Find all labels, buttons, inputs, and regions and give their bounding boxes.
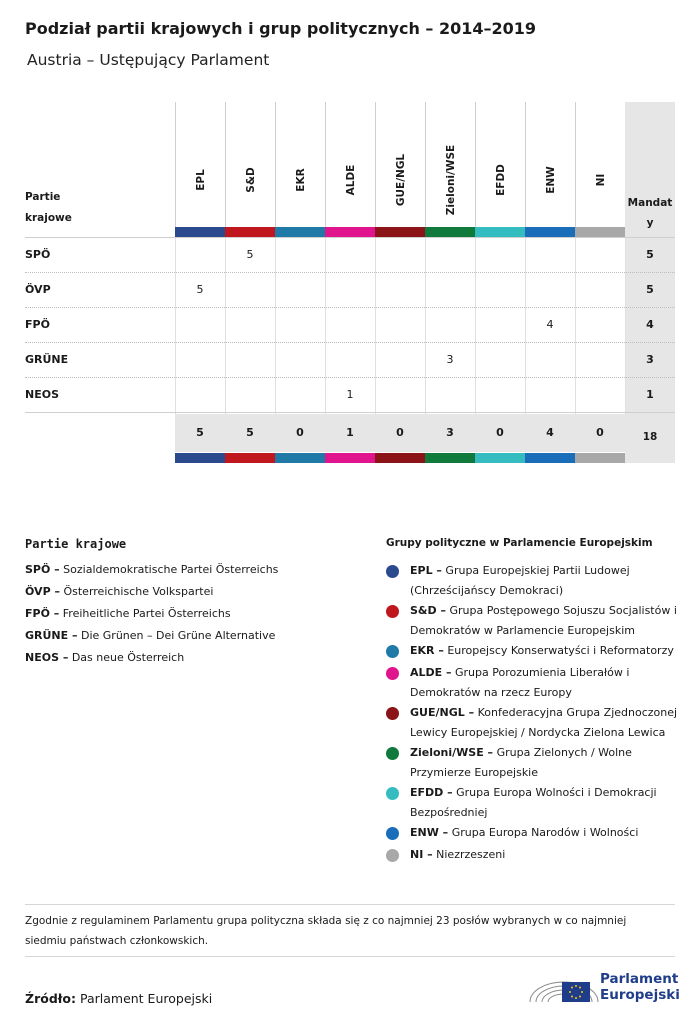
row-divider	[25, 342, 675, 343]
legend-name: Sozialdemokratische Partei Österreichs	[63, 563, 279, 576]
group-header	[575, 102, 625, 227]
legend-national-item	[25, 651, 184, 664]
legend-desc: Grupa Europa Narodów i Wolności	[451, 826, 639, 839]
legend-desc: Demokratów na rzecz Europy	[410, 686, 572, 699]
party-total: 5	[646, 283, 654, 296]
legend-text	[410, 663, 678, 703]
group-total: 5	[246, 426, 254, 439]
group-color-bar	[425, 227, 475, 237]
legend-desc: Demokratów w Parlamencie Europejskim	[410, 624, 635, 637]
seat-value: 4	[546, 318, 554, 331]
legend-abbr: EKR –	[410, 644, 444, 657]
legend-national-item	[25, 607, 231, 620]
group-label: ALDE	[344, 164, 357, 196]
group-label: EPL	[194, 169, 207, 191]
group-total: 0	[396, 426, 404, 439]
group-total: 0	[296, 426, 304, 439]
group-header	[475, 102, 525, 227]
grand-total: 18	[642, 431, 658, 443]
divider	[25, 956, 675, 957]
footnote: Zgodnie z regulaminem Parlamentu grupa polityczna składa się z co najmniej 23 posłów wybranych w co najmniej siedmiu państwach członkowskich.	[25, 915, 627, 947]
legend-text	[410, 743, 678, 783]
group-label: S&D	[244, 167, 257, 193]
legend-dot-icon	[386, 827, 399, 840]
legend-dot-icon	[386, 849, 399, 862]
group-header	[425, 102, 475, 227]
legend-desc: Grupa Porozumienia Liberałów i	[455, 666, 630, 679]
legend-text	[410, 783, 678, 823]
group-header	[175, 102, 225, 227]
legend-text	[410, 561, 678, 601]
legend-abbr: NEOS –	[25, 651, 69, 664]
group-header	[525, 102, 575, 227]
legend-desc: Przymierze Europejskie	[410, 766, 539, 779]
group-color-bar	[475, 227, 525, 237]
column-divider	[175, 237, 176, 414]
legend-abbr: ALDE –	[410, 666, 452, 679]
row-divider	[25, 412, 675, 413]
group-color-bar	[275, 227, 325, 237]
group-total: 0	[496, 426, 504, 439]
seat-value: 3	[446, 353, 454, 366]
group-label: EKR	[294, 168, 307, 192]
legend-abbr: ÖVP –	[25, 585, 60, 598]
table-divider	[25, 237, 675, 238]
party-label: FPÖ	[25, 318, 50, 331]
group-color-bar	[225, 453, 275, 463]
legend-national-item	[25, 629, 275, 642]
group-label: NI	[594, 173, 607, 187]
group-color-bar	[325, 227, 375, 237]
party-total: 4	[646, 318, 654, 331]
group-color-bar	[425, 453, 475, 463]
legend-dot-icon	[386, 667, 399, 680]
party-label: ÖVP	[25, 283, 51, 296]
column-divider	[425, 237, 426, 414]
logo-text: Parlament Europejski	[600, 971, 680, 1003]
legend-desc: Grupa Zielonych / Wolne	[496, 746, 632, 759]
legend-groups-title: Grupy polityczne w Parlamencie Europejskim	[386, 537, 653, 549]
group-color-bar	[375, 453, 425, 463]
seat-value: 1	[346, 388, 354, 401]
group-label: EFDD	[494, 164, 507, 196]
legend-desc: Niezrzeszeni	[436, 848, 506, 861]
legend-dot-icon	[386, 565, 399, 578]
legend-text	[410, 601, 678, 641]
legend-desc: Lewicy Europejskiej / Nordycka Zielona Lewica	[410, 726, 666, 739]
party-label: GRÜNE	[25, 353, 69, 366]
legend-text	[410, 641, 678, 661]
group-color-bar	[375, 227, 425, 237]
legend-dot-icon	[386, 707, 399, 720]
page-title: Podział partii krajowych i grup politycznych – 2014–2019	[25, 19, 537, 38]
party-total: 5	[646, 248, 654, 261]
group-color-bar	[175, 227, 225, 237]
legend-abbr: GUE/NGL –	[410, 706, 475, 719]
legend-abbr: FPÖ –	[25, 607, 60, 620]
legend-desc: Konfederacyjna Grupa Zjednoczonej	[477, 706, 678, 719]
column-divider	[275, 237, 276, 414]
total-header: Mandat y	[627, 197, 673, 229]
row-divider	[25, 307, 675, 308]
legend-text	[410, 845, 678, 865]
legend-national-title: Partie krajowe	[25, 537, 127, 551]
legend-national-item	[25, 563, 278, 576]
party-total: 1	[646, 388, 654, 401]
row-divider	[25, 272, 675, 273]
group-header	[325, 102, 375, 227]
divider	[25, 904, 675, 905]
group-total: 5	[196, 426, 204, 439]
legend-dot-icon	[386, 605, 399, 618]
group-total: 3	[446, 426, 454, 439]
legend-desc: Bezpośredniej	[410, 806, 488, 819]
legend-dot-icon	[386, 787, 399, 800]
column-divider	[375, 237, 376, 414]
group-color-bar	[575, 453, 625, 463]
group-header	[275, 102, 325, 227]
legend-desc: Grupa Europejskiej Partii Ludowej	[445, 564, 630, 577]
legend-desc: Europejscy Konserwatyści i Reformatorzy	[447, 644, 674, 657]
seat-value: 5	[196, 283, 204, 296]
column-divider	[575, 237, 576, 414]
group-color-bar	[525, 453, 575, 463]
group-header	[375, 102, 425, 227]
column-divider	[225, 237, 226, 414]
column-divider	[475, 237, 476, 414]
page-subtitle: Austria – Ustępujący Parlament	[27, 51, 270, 69]
group-header	[225, 102, 275, 227]
group-label: ENW	[544, 166, 557, 194]
legend-abbr: EFDD –	[410, 786, 453, 799]
legend-national-item	[25, 585, 213, 598]
legend-dot-icon	[386, 747, 399, 760]
party-label: NEOS	[25, 388, 59, 401]
legend-abbr: NI –	[410, 848, 433, 861]
group-label: Zieloni/WSE	[444, 144, 457, 216]
legend-desc: (Chrześcijańscy Demokraci)	[410, 584, 564, 597]
legend-name: Das neue Österreich	[71, 651, 185, 664]
group-total: 1	[346, 426, 354, 439]
legend-abbr: ENW –	[410, 826, 449, 839]
legend-dot-icon	[386, 645, 399, 658]
group-color-bar	[225, 227, 275, 237]
group-color-bar	[575, 227, 625, 237]
source: Źródło: Parlament Europejski	[25, 991, 213, 1006]
seat-value: 5	[246, 248, 254, 261]
group-color-bar	[175, 453, 225, 463]
group-color-bar	[525, 227, 575, 237]
party-total: 3	[646, 353, 654, 366]
legend-desc: Grupa Europa Wolności i Demokracji	[456, 786, 657, 799]
legend-abbr: EPL –	[410, 564, 442, 577]
party-label: SPÖ	[25, 248, 51, 261]
legend-abbr: GRÜNE –	[25, 629, 78, 642]
row-header: Partie krajowe	[25, 191, 72, 224]
group-label: GUE/NGL	[394, 153, 407, 207]
legend-desc: Grupa Postępowego Sojuszu Socjalistów i	[449, 604, 677, 617]
group-total: 0	[596, 426, 604, 439]
legend-text	[410, 823, 678, 843]
group-color-bar	[475, 453, 525, 463]
row-divider	[25, 377, 675, 378]
legend-name: Österreichische Volkspartei	[63, 585, 214, 598]
group-color-bar	[275, 453, 325, 463]
legend-abbr: SPÖ –	[25, 563, 60, 576]
legend-abbr: Zieloni/WSE –	[410, 746, 494, 759]
legend-name: Freiheitliche Partei Österreichs	[62, 607, 231, 620]
group-color-bar	[325, 453, 375, 463]
legend-text	[410, 703, 678, 743]
legend-abbr: S&D –	[410, 604, 446, 617]
group-total: 4	[546, 426, 554, 439]
legend-name: Die Grünen – Dei Grüne Alternative	[80, 629, 276, 642]
